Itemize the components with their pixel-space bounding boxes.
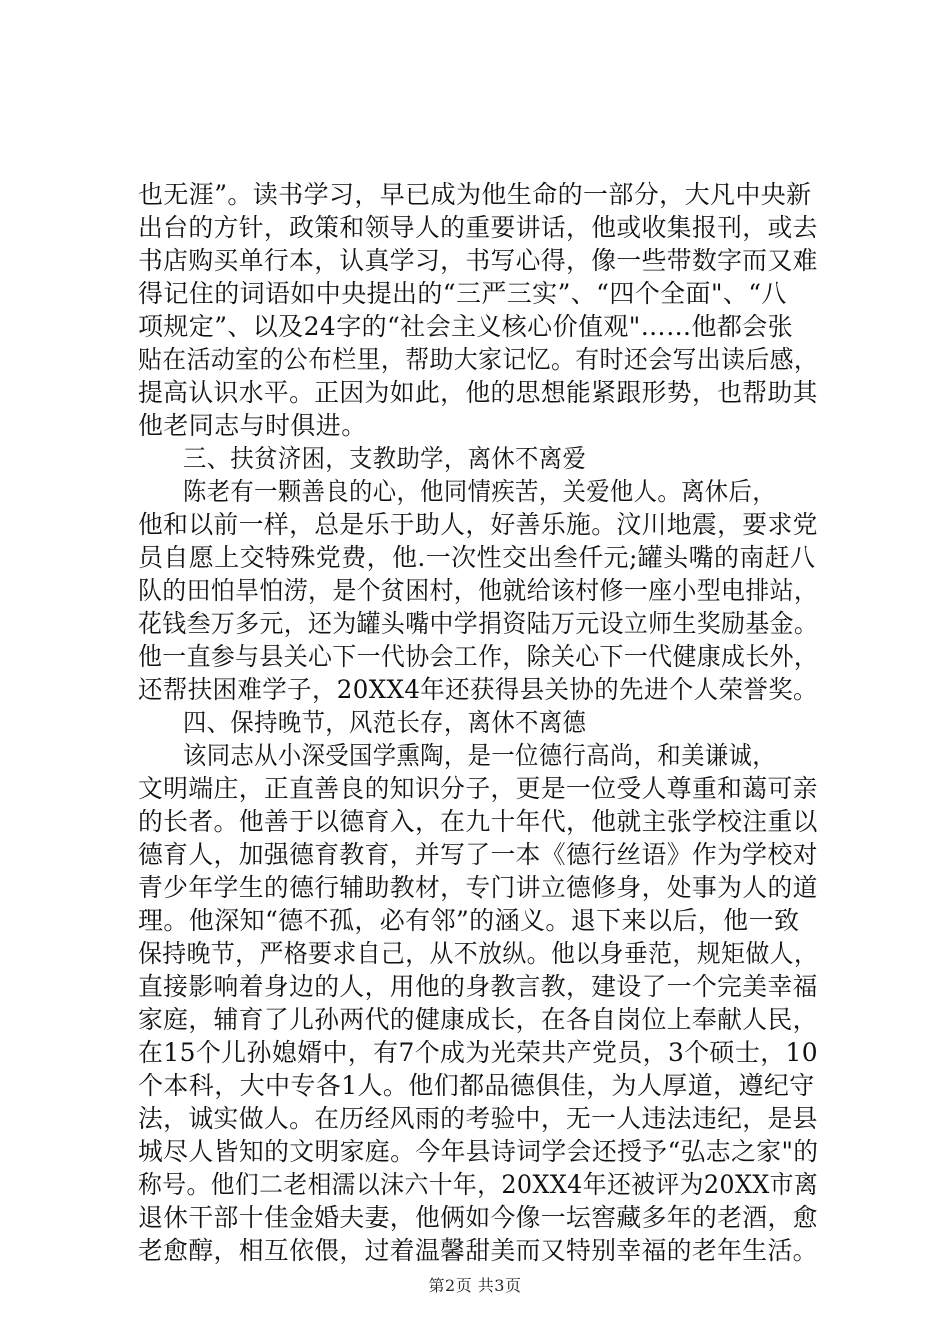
- text-line: 德育人，加强德育教育，并写了一本《德行丝语》作为学校对: [138, 840, 818, 869]
- text-line: 青少年学生的德行辅助教材，专门讲立德修身，处事为人的道: [138, 873, 818, 902]
- text-line: 城尽人皆知的文明家庭。今年县诗词学会还授予“弘志之家"的: [138, 1137, 819, 1166]
- text-line: 称号。他们二老相濡以沫六十年，20XX4年还被评为20XX市离: [138, 1170, 819, 1199]
- text-line: 的长者。他善于以德育入，在九十年代，他就主张学校注重以: [138, 807, 818, 836]
- section-heading: 四、保持晚节，风范长存，离休不离德: [183, 708, 587, 737]
- text-line: 出台的方针，政策和领导人的重要讲话，他或收集报刊，或去: [138, 213, 818, 242]
- text-line: 书店购买单行本，认真学习，书写心得，像一些带数字而又难: [138, 246, 818, 275]
- text-line: 老愈醇，相互依偎，过着温馨甜美而又特别幸福的老年生活。: [138, 1236, 818, 1265]
- page-footer: 第2页 共3页: [428, 1276, 522, 1295]
- text-line: 文明端庄，正直善良的知识分子，更是一位受人尊重和蔼可亲: [138, 774, 818, 803]
- text-line: 他一直参与县关心下一代协会工作，除关心下一代健康成长外，: [138, 642, 819, 671]
- text-line: 在15个儿孙媳婿中，有7个成为光荣共产党员，3个硕士，10: [138, 1038, 819, 1067]
- text-line: 员自愿上交特殊党费，他.一次性交出叁仟元;罐头嘴的南赶八: [138, 543, 816, 572]
- text-line: 法，诚实做人。在历经风雨的考验中，无一人违法违纪，是县: [138, 1104, 818, 1133]
- text-line: 保持晚节，严格要求自己，从不放纵。他以身垂范，规矩做人，: [138, 939, 819, 968]
- text-line: 项规定”、以及24字的“社会主义核心价值观"……他都会张: [138, 312, 794, 341]
- text-line: 直接影响着身边的人，用他的身教言教，建设了一个完美幸福: [138, 972, 818, 1001]
- text-line: 还帮扶困难学子，20XX4年还获得县关协的先进个人荣誉奖。: [138, 675, 818, 704]
- text-line: 花钱叁万多元，还为罐头嘴中学捐资陆万元设立师生奖励基金。: [138, 609, 819, 638]
- text-line: 他老同志与时俱进。: [138, 411, 367, 440]
- text-line: 理。他深知“德不孤，必有邻”的涵义。退下来以后，他一致: [138, 906, 800, 935]
- text-line: 提高认识水平。正因为如此，他的思想能紧跟形势，也帮助其: [138, 378, 818, 407]
- text-line: 他和以前一样，总是乐于助人，好善乐施。汶川地震，要求党: [138, 510, 818, 539]
- text-line: 个本科，大中专各1人。他们都品德俱佳，为人厚道，遵纪守: [138, 1071, 815, 1100]
- section-heading: 三、扶贫济困，支教助学，离休不离爱: [183, 444, 587, 473]
- text-line: 家庭，辅育了儿孙两代的健康成长，在各自岗位上奉献人民，: [138, 1005, 818, 1034]
- text-line: 队的田怕旱怕涝，是个贫困村，他就给该村修一座小型电排站，: [138, 576, 819, 605]
- text-line: 陈老有一颗善良的心，他同情疾苦，关爱他人。离休后，: [183, 477, 776, 506]
- text-line: 也无涯”。读书学习，早已成为他生命的一部分，大凡中央新: [138, 180, 812, 209]
- text-line: 该同志从小深受国学熏陶，是一位德行高尚，和美谦诚，: [183, 741, 776, 770]
- text-line: 贴在活动室的公布栏里，帮助大家记忆。有时还会写出读后感，: [138, 345, 819, 374]
- text-line: 得记住的词语如中央提出的“三严三实”、“四个全面"、“八: [138, 279, 787, 308]
- text-line: 退休干部十佳金婚夫妻，他俩如今像一坛窖藏多年的老酒，愈: [138, 1203, 818, 1232]
